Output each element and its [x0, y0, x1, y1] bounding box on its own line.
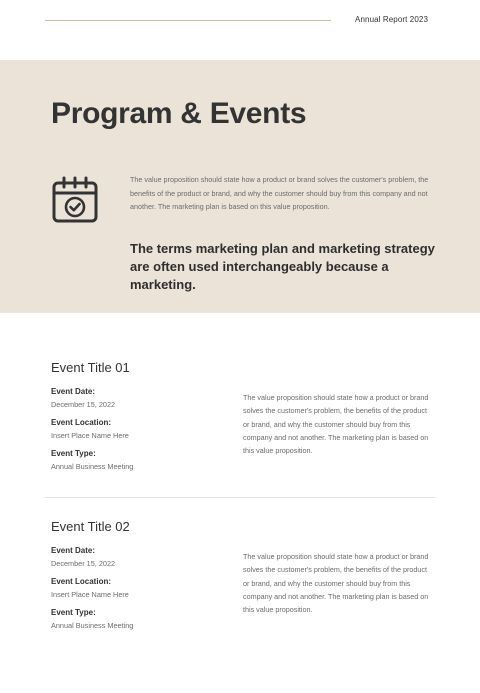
- event-date-value: December 15, 2022: [51, 400, 116, 409]
- event-title: Event Title 02: [51, 519, 130, 534]
- event-block: [51, 519, 441, 639]
- report-label: Annual Report 2023: [355, 15, 428, 24]
- event-location-value: Insert Place Name Here: [51, 590, 129, 599]
- event-title: Event Title 01: [51, 360, 130, 375]
- section-divider: [45, 497, 435, 498]
- event-type-value: Annual Business Meeting: [51, 621, 134, 630]
- header-rule: [45, 20, 331, 21]
- event-date-label: Event Date:: [51, 387, 96, 396]
- event-type-value: Annual Business Meeting: [51, 462, 134, 471]
- event-type-label: Event Type:: [51, 449, 96, 458]
- event-location-value: Insert Place Name Here: [51, 431, 129, 440]
- event-date-value: December 15, 2022: [51, 559, 116, 568]
- event-date-label: Event Date:: [51, 546, 96, 555]
- event-location-label: Event Location:: [51, 577, 112, 586]
- hero-quote: The terms marketing plan and marketing strategy are often used interchangeably because a marketing.: [130, 241, 435, 292]
- event-description: The value proposition should state how a product or brand solves the customer's problem, the benefits of the product or brand, and why the customer should buy from this company and not another. The marketing plan is based on this value proposition.: [243, 393, 429, 456]
- calendar-check-icon: [51, 176, 99, 224]
- event-location-label: Event Location:: [51, 418, 112, 427]
- hero-description: The value proposition should state how a product or brand solves the customer's problem, the benefits of the product or brand, and why the customer should buy from this company and not another. The marketing plan is based on this value proposition.: [130, 175, 429, 211]
- event-description: The value proposition should state how a product or brand solves the customer's problem, the benefits of the product or brand, and why the customer should buy from this company and not another. The marketing plan is based on this value proposition.: [243, 552, 429, 615]
- event-type-label: Event Type:: [51, 608, 96, 617]
- page-title: Program & Events: [51, 97, 307, 130]
- event-block: [51, 360, 441, 480]
